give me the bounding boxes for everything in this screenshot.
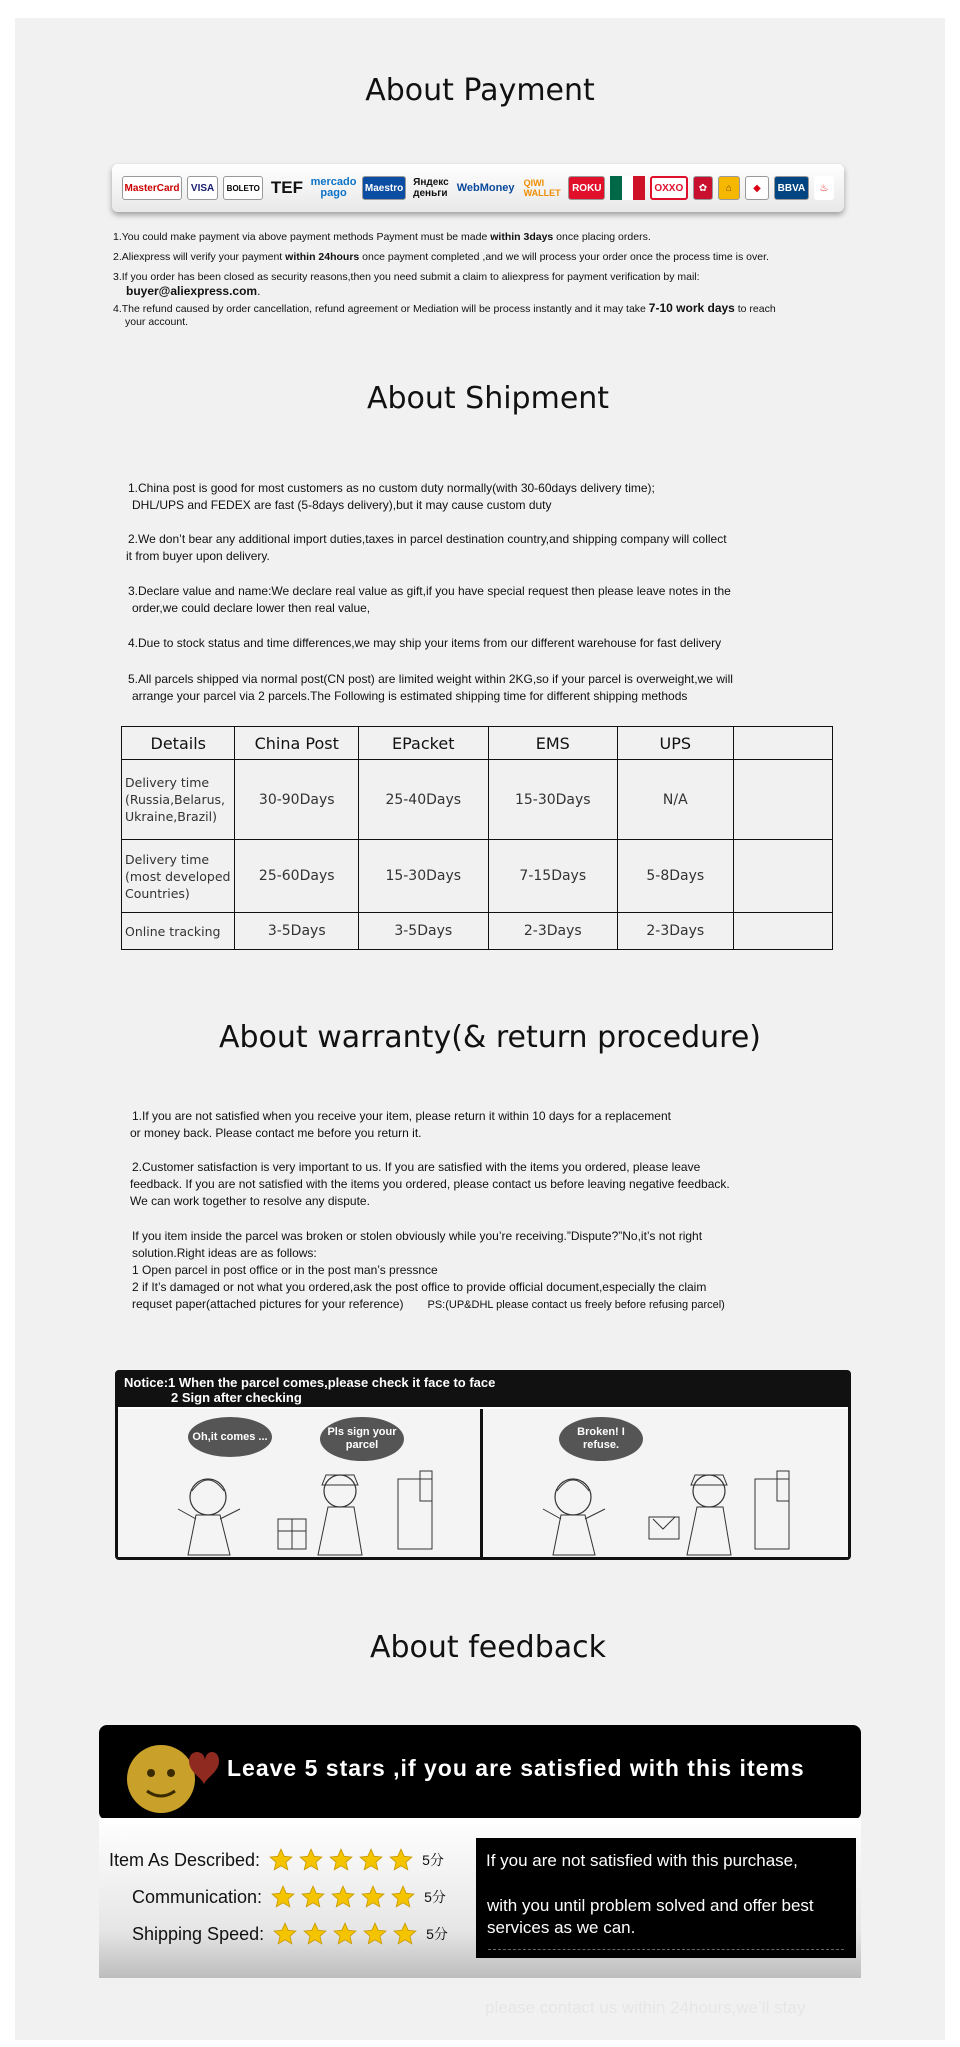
payment-email: buyer@aliexpress.com. (126, 284, 261, 298)
shipment-paragraph-3: 3.Declare value and name:We declare real value as gift,if you have special request then please leave notes in the order,we could declare lower then real value, (128, 584, 731, 615)
rating-score: 5分 (422, 1852, 444, 1868)
star-icon (268, 1847, 294, 1873)
tef-logo: TEF (270, 178, 303, 197)
roku-logo: ROKU (568, 176, 605, 200)
star-icon (362, 1921, 388, 1947)
notice-illustration-box (115, 1370, 851, 1560)
notice-panel-refuse (483, 1409, 848, 1557)
star-icon (270, 1884, 296, 1910)
star-icon (388, 1847, 414, 1873)
table-cell: 3-5Days (235, 913, 359, 950)
table-cell: N/A (618, 760, 733, 840)
table-cell: 3-5Days (358, 913, 488, 950)
table-cell: 2-3Days (488, 913, 618, 950)
table-cell: 30-90Days (235, 760, 359, 840)
shipment-paragraph-2: 2.We don’t bear any additional import duties,taxes in parcel destination country,and shipping company will collect it from buyer upon delivery. (126, 532, 727, 563)
table-cell: 5-8Days (618, 840, 733, 913)
table-header: EMS (488, 727, 618, 760)
notice-panel-sign (118, 1409, 483, 1557)
star-rating (272, 1921, 418, 1947)
visa-logo: VISA (187, 176, 218, 200)
star-icon (298, 1847, 324, 1873)
warranty-title: About warranty(& return procedure) (218, 1020, 762, 1055)
mercadopago-logo: mercado pago (310, 176, 357, 199)
speech-bubble: Broken! I refuse. (559, 1417, 643, 1461)
rating-communication (132, 1884, 446, 1910)
payment-line-3: 3.If you order has been closed as security reasons,then you need submit a claim to aliexpress for payment verification by mail: (113, 271, 700, 283)
star-icon (302, 1921, 328, 1947)
speech-bubble: Pls sign your parcel (320, 1417, 404, 1461)
message-line: with you until problem solved and offer best services as we can. (487, 1896, 814, 1937)
star-icon (300, 1884, 326, 1910)
rating-item-described (109, 1847, 444, 1873)
mexico-flag-icon (610, 176, 645, 200)
divider (488, 1949, 844, 1950)
santander-flame-icon: ♨ (814, 176, 834, 200)
table-cell: 25-40Days (358, 760, 488, 840)
shipment-paragraph-5: 5.All parcels shipped via normal post(CN post) are limited weight within 2KG,so if your parcel is overweight,we will arrange your parcel via 2 parcels.The Following is estimated shipping time for different shipping methods (128, 672, 733, 703)
star-icon (358, 1847, 384, 1873)
rating-score: 5分 (426, 1926, 448, 1942)
yandex-money-logo: Яндекс деньги (413, 177, 449, 199)
footer-contact-text: please contact us within 24hours,we’ll stay (485, 1998, 806, 2017)
shipping-time-table (121, 726, 833, 950)
bank-flower-icon: ✿ (693, 176, 713, 200)
table-row-label: Online tracking (122, 913, 235, 950)
star-icon (332, 1921, 358, 1947)
table-cell: 25-60Days (235, 840, 359, 913)
boleto-logo: BOLETO (223, 176, 263, 200)
star-icon (328, 1847, 354, 1873)
payment-title: About Payment (365, 73, 595, 108)
maestro-logo: Maestro (362, 176, 407, 200)
table-cell: 2-3Days (618, 913, 733, 950)
table-cell: 15-30Days (488, 760, 618, 840)
hsbc-icon: ◆ (745, 176, 769, 200)
mastercard-logo: MasterCard (122, 176, 182, 200)
rating-shipping-speed (132, 1921, 448, 1947)
payment-line-2: 2.Aliexpress will verify your payment within 24hours once payment completed ,and we will process your order once the process time is over. (113, 251, 769, 263)
rating-score: 5分 (424, 1889, 446, 1905)
bank-building-icon: ⌂ (718, 176, 740, 200)
warranty-paragraph-3: If you item inside the parcel was broken or stolen obviously while you’re receiving.”Dispute?”No,it’s not right solution.Right ideas are as follows: 1 Open parcel in post office or in the post man’s pressnce 2 if It’s damaged or not what you ordered,ask the post office to provide official document,especially the claim requset paper(attached pictures for your reference) PS:(UP&DHL please contact us freely before refusing parcel) (132, 1229, 725, 1311)
table-row (122, 760, 833, 840)
table-cell (733, 840, 832, 913)
speech-bubble: Oh,it comes ... (188, 1417, 272, 1457)
table-header: UPS (618, 727, 733, 760)
star-rating (270, 1884, 416, 1910)
rating-label: Item As Described: (109, 1849, 261, 1870)
warranty-paragraph-1: 1.If you are not satisfied when you receive your item, please return it within 10 days for a replacement or money back. Please contact me before you return it. (130, 1109, 671, 1140)
woman-refusing-parcel-illustration (523, 1469, 823, 1557)
star-icon (272, 1921, 298, 1947)
bbva-logo: BBVA (774, 176, 809, 200)
qiwi-wallet-logo: QIWI WALLET (523, 178, 561, 198)
table-header: China Post (235, 727, 359, 760)
payment-line-4-cont: your account. (125, 316, 189, 328)
oxxo-logo: OXXO (650, 176, 688, 200)
star-icon (390, 1884, 416, 1910)
table-cell (733, 913, 832, 950)
table-cell (733, 760, 832, 840)
table-row-label: Delivery time (most developed Countries) (122, 840, 235, 913)
warranty-paragraph-2: 2.Customer satisfaction is very important to us. If you are satisfied with the items you ordered, please leave feedback. If you are not satisfied with the items you ordered, please contact us before leaving negative feedback. We can work together to resolve any dispute. (130, 1160, 730, 1208)
table-header: EPacket (358, 727, 488, 760)
star-rating (268, 1847, 414, 1873)
star-icon (360, 1884, 386, 1910)
payment-line-4: 4.The refund caused by order cancellation, refund agreement or Mediation will be process instantly and it may take 7-10 work days to reach (113, 301, 776, 315)
feedback-banner (99, 1725, 861, 1820)
table-row (122, 840, 833, 913)
table-header: Details (122, 727, 235, 760)
page-background (15, 18, 945, 2040)
feedback-banner-text: Leave 5 stars ,if you are satisfied with this items (227, 1755, 805, 1781)
table-header-row (122, 727, 833, 760)
table-row-label: Delivery time (Russia,Belarus, Ukraine,Brazil) (122, 760, 235, 840)
shipment-paragraph-4: 4.Due to stock status and time differences,we may ship your items from our different warehouse for fast delivery (128, 636, 722, 650)
shipment-title: About Shipment (366, 381, 610, 416)
table-cell: 7-15Days (488, 840, 618, 913)
shipment-paragraph-1: 1.China post is good for most customers as no custom duty normally(with 30-60days delivery time); DHL/UPS and FEDEX are fast (5-8days delivery),but it may cause custom duty (128, 481, 655, 512)
star-icon (330, 1884, 356, 1910)
table-row (122, 913, 833, 950)
dissatisfied-message-box (476, 1838, 856, 1958)
message-line: If you are not satisfied with this purchase, (486, 1851, 798, 1870)
table-cell: 15-30Days (358, 840, 488, 913)
webmoney-logo: WebMoney (456, 182, 515, 194)
feedback-title: About feedback (369, 1630, 607, 1665)
star-icon (392, 1921, 418, 1947)
woman-receiving-parcel-illustration (158, 1469, 458, 1557)
table-header (733, 727, 832, 760)
payment-line-1: 1.You could make payment via above payment methods Payment must be made within 3days once placing orders. (113, 231, 651, 243)
smiley-heart-icon (119, 1735, 219, 1819)
rating-label: Communication: (132, 1886, 263, 1907)
payment-methods-bar (112, 164, 844, 212)
notice-header: Notice:1 When the parcel comes,please check it face to face 2 Sign after checking (118, 1373, 848, 1407)
rating-label: Shipping Speed: (132, 1923, 265, 1944)
